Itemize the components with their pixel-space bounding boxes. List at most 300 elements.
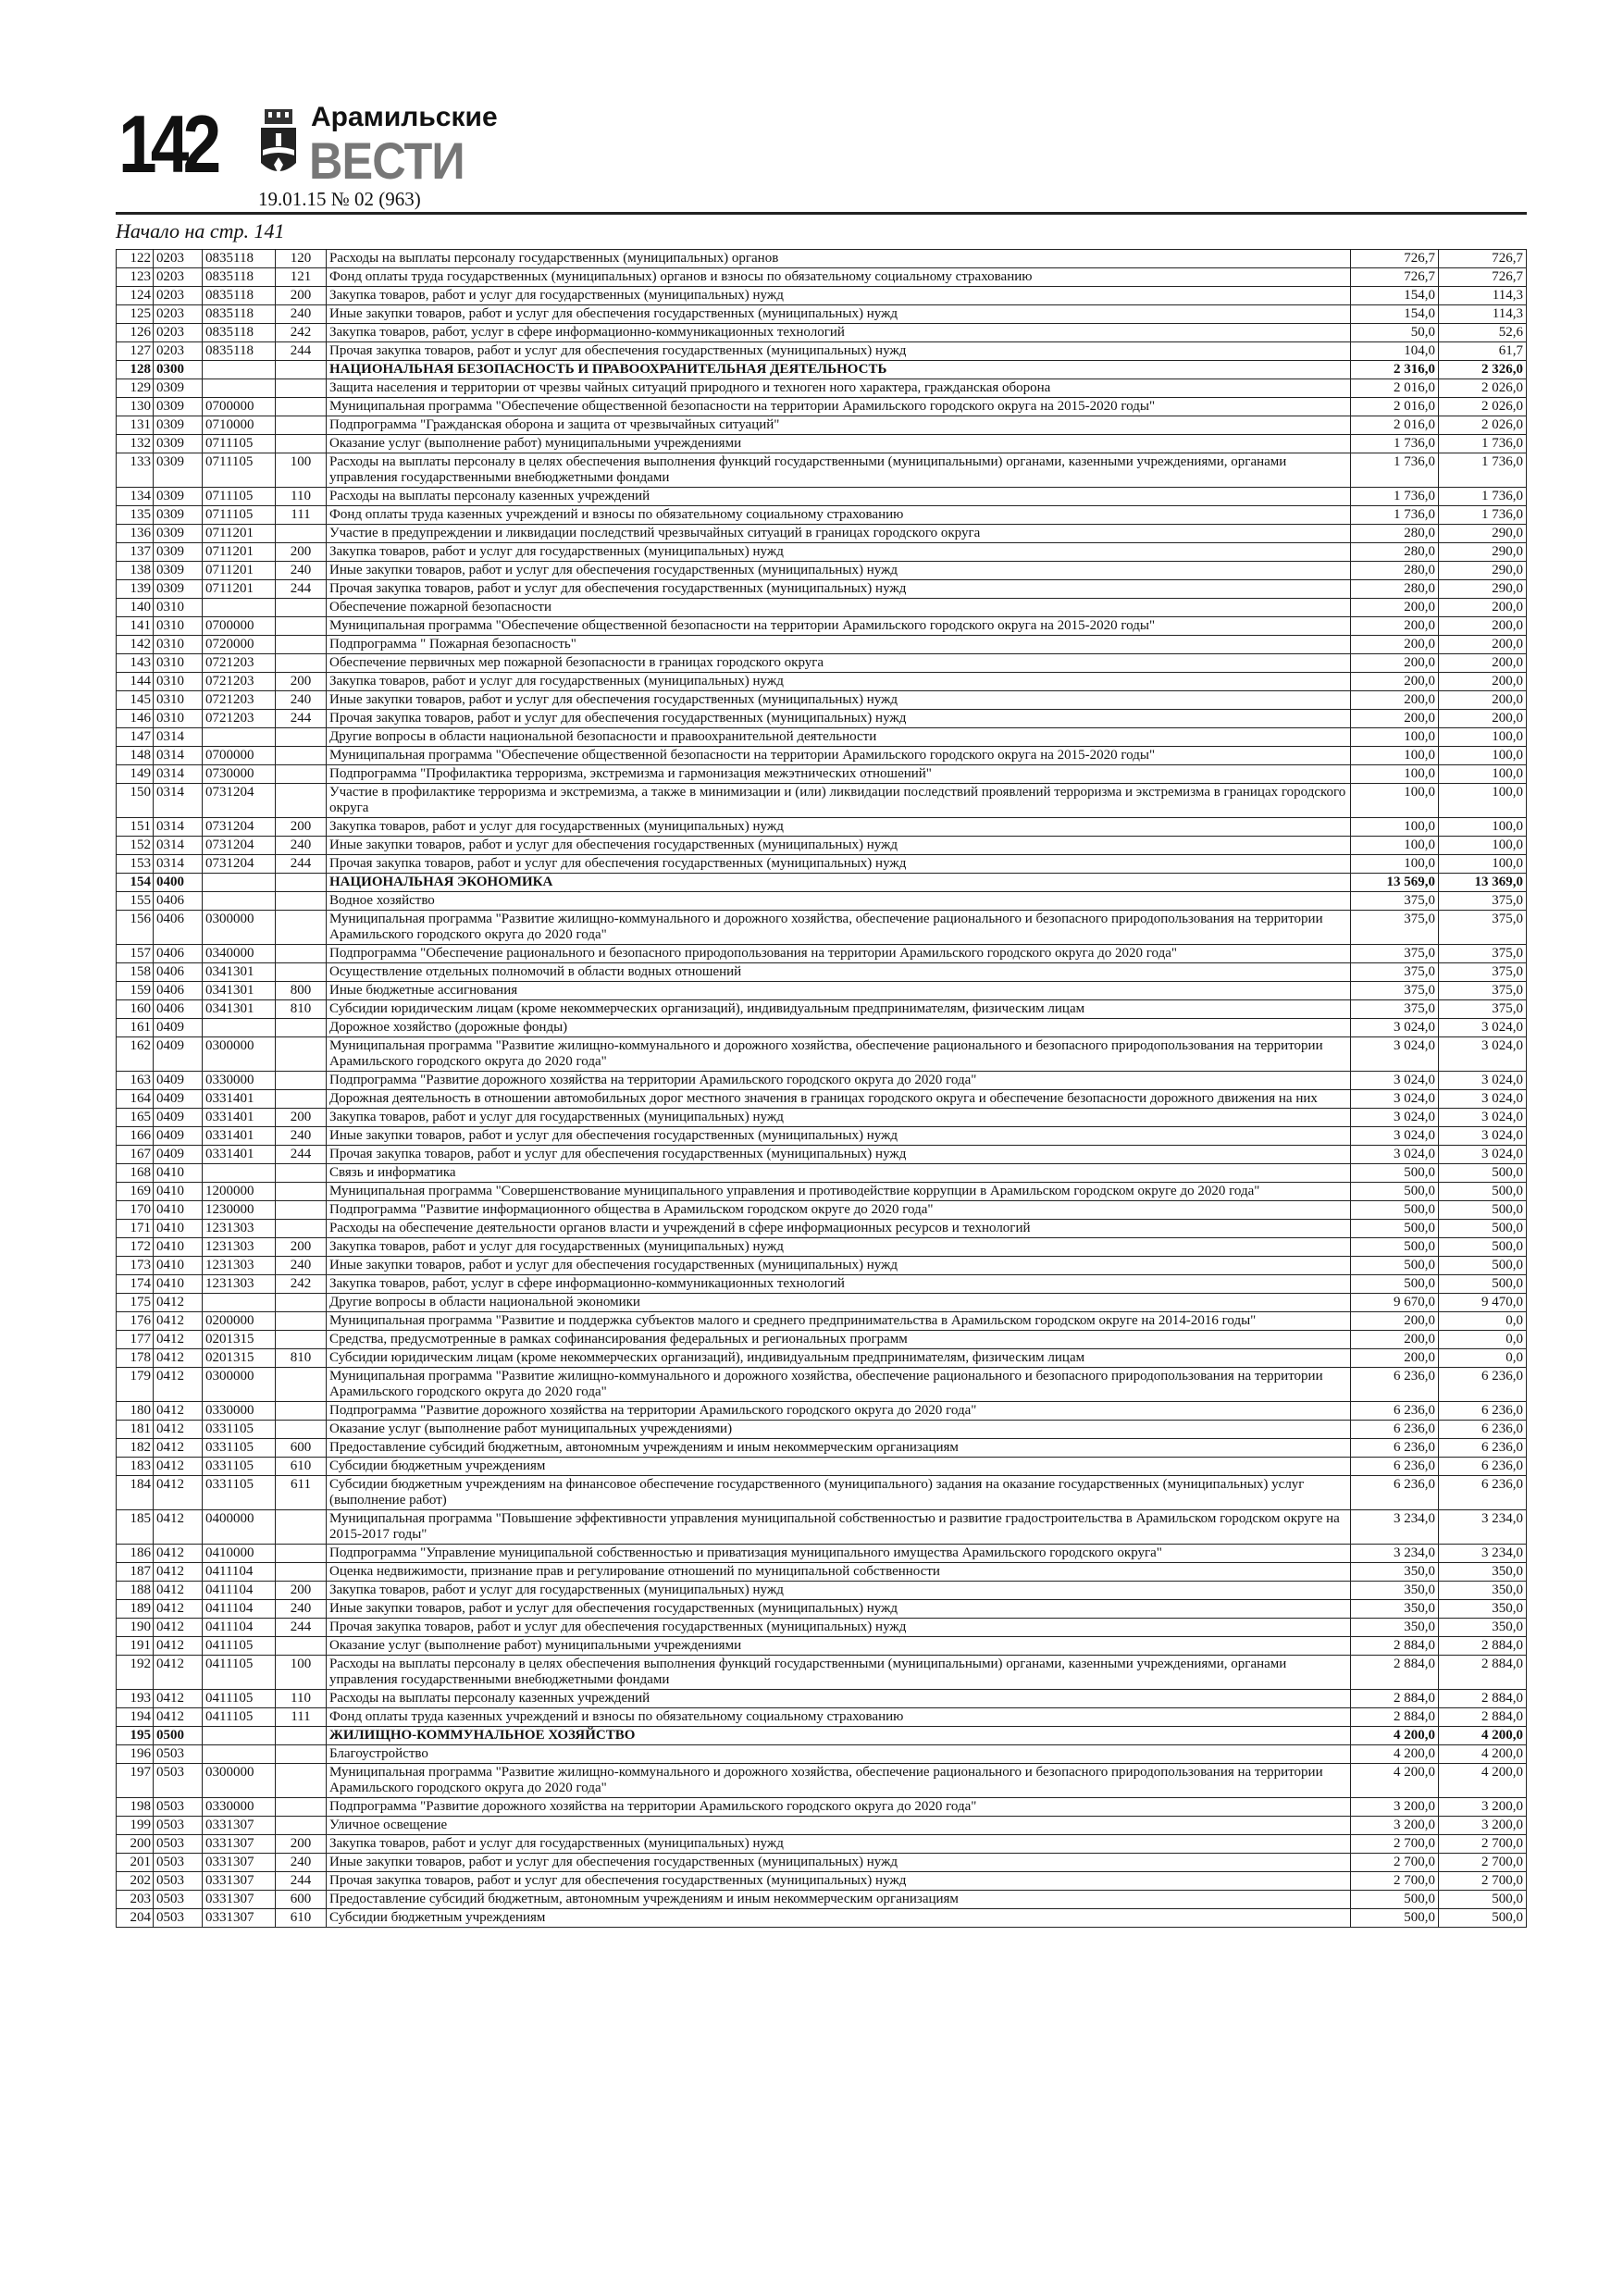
amount-2016: 2 700,0 <box>1351 1872 1439 1891</box>
row-number: 129 <box>117 379 154 398</box>
table-row <box>117 453 1527 488</box>
table-row <box>117 1909 1527 1928</box>
row-description: Защита населения и территории от чрезвы чайных ситуаций природного и техноген ного характера, гражданская оборона <box>327 379 1351 398</box>
expense-type-code: 121 <box>276 268 327 287</box>
section-code: 0300 <box>154 361 203 379</box>
expense-type-code <box>276 636 327 654</box>
amount-2016: 200,0 <box>1351 673 1439 691</box>
row-number: 122 <box>117 250 154 268</box>
row-description: Закупка товаров, работ и услуг для государственных (муниципальных) нужд <box>327 673 1351 691</box>
expense-type-code <box>276 1817 327 1835</box>
amount-2017: 3 024,0 <box>1439 1109 1527 1127</box>
target-article-code: 0411104 <box>203 1600 276 1619</box>
target-article-code: 1231303 <box>203 1238 276 1257</box>
target-article-code: 0835118 <box>203 305 276 324</box>
table-row <box>117 855 1527 874</box>
target-article-code: 0330000 <box>203 1072 276 1090</box>
row-description: Иные бюджетные ассигнования <box>327 982 1351 1000</box>
table-row <box>117 1127 1527 1146</box>
table-row <box>117 818 1527 837</box>
amount-2017: 200,0 <box>1439 636 1527 654</box>
row-number: 130 <box>117 398 154 416</box>
expense-type-code: 200 <box>276 818 327 837</box>
amount-2016: 280,0 <box>1351 525 1439 543</box>
table-row <box>117 324 1527 342</box>
row-number: 201 <box>117 1854 154 1872</box>
section-code: 0203 <box>154 268 203 287</box>
amount-2016: 154,0 <box>1351 287 1439 305</box>
expense-type-code <box>276 945 327 963</box>
amount-2016: 2 016,0 <box>1351 379 1439 398</box>
amount-2017: 500,0 <box>1439 1183 1527 1201</box>
amount-2016: 6 236,0 <box>1351 1402 1439 1421</box>
target-article-code: 0835118 <box>203 342 276 361</box>
section-code: 0412 <box>154 1510 203 1545</box>
amount-2017: 3 024,0 <box>1439 1090 1527 1109</box>
amount-2017: 6 236,0 <box>1439 1368 1527 1402</box>
expense-type-code: 200 <box>276 287 327 305</box>
amount-2017: 2 026,0 <box>1439 416 1527 435</box>
expense-type-code <box>276 911 327 945</box>
table-row <box>117 1656 1527 1690</box>
expense-type-code <box>276 1563 327 1582</box>
expense-type-code <box>276 1294 327 1312</box>
amount-2017: 4 200,0 <box>1439 1727 1527 1745</box>
table-row <box>117 250 1527 268</box>
row-number: 167 <box>117 1146 154 1164</box>
table-row <box>117 1510 1527 1545</box>
amount-2017: 3 234,0 <box>1439 1510 1527 1545</box>
section-code: 0309 <box>154 488 203 506</box>
table-row <box>117 1257 1527 1275</box>
amount-2016: 200,0 <box>1351 1331 1439 1349</box>
row-number: 151 <box>117 818 154 837</box>
amount-2016: 100,0 <box>1351 818 1439 837</box>
expense-type-code <box>276 765 327 784</box>
amount-2016: 6 236,0 <box>1351 1476 1439 1510</box>
section-code: 0310 <box>154 691 203 710</box>
expense-type-code <box>276 963 327 982</box>
section-code: 0203 <box>154 324 203 342</box>
row-description: Закупка товаров, работ и услуг для государственных (муниципальных) нужд <box>327 1835 1351 1854</box>
target-article-code <box>203 874 276 892</box>
amount-2016: 3 024,0 <box>1351 1109 1439 1127</box>
amount-2017: 100,0 <box>1439 747 1527 765</box>
amount-2017: 200,0 <box>1439 654 1527 673</box>
amount-2016: 2 884,0 <box>1351 1637 1439 1656</box>
section-code: 0314 <box>154 728 203 747</box>
table-row <box>117 268 1527 287</box>
amount-2017: 100,0 <box>1439 765 1527 784</box>
section-code: 0412 <box>154 1331 203 1349</box>
expense-type-code <box>276 747 327 765</box>
row-description: Иные закупки товаров, работ и услуг для обеспечения государственных (муниципальных) нужд <box>327 837 1351 855</box>
section-code: 0314 <box>154 765 203 784</box>
expense-type-code <box>276 525 327 543</box>
expense-type-code <box>276 1331 327 1349</box>
target-article-code: 0411105 <box>203 1708 276 1727</box>
section-code: 0309 <box>154 398 203 416</box>
amount-2017: 100,0 <box>1439 837 1527 855</box>
amount-2016: 154,0 <box>1351 305 1439 324</box>
amount-2016: 3 024,0 <box>1351 1090 1439 1109</box>
target-article-code: 0711105 <box>203 488 276 506</box>
section-code: 0314 <box>154 818 203 837</box>
expense-type-code: 100 <box>276 453 327 488</box>
amount-2016: 100,0 <box>1351 747 1439 765</box>
section-code: 0310 <box>154 617 203 636</box>
section-code: 0412 <box>154 1619 203 1637</box>
row-description: Предоставление субсидий бюджетным, автономным учреждениям и иным некоммерческим организациям <box>327 1891 1351 1909</box>
target-article-code: 0711105 <box>203 435 276 453</box>
table-row <box>117 305 1527 324</box>
target-article-code: 0400000 <box>203 1510 276 1545</box>
expense-type-code <box>276 1312 327 1331</box>
amount-2016: 280,0 <box>1351 543 1439 562</box>
section-code: 0310 <box>154 710 203 728</box>
expense-type-code: 610 <box>276 1909 327 1928</box>
amount-2017: 290,0 <box>1439 580 1527 599</box>
amount-2017: 500,0 <box>1439 1909 1527 1928</box>
amount-2017: 1 736,0 <box>1439 435 1527 453</box>
table-row <box>117 1563 1527 1582</box>
row-number: 169 <box>117 1183 154 1201</box>
expense-type-code <box>276 1072 327 1090</box>
expense-type-code <box>276 1201 327 1220</box>
table-row <box>117 1312 1527 1331</box>
section-code: 0406 <box>154 892 203 911</box>
row-number: 199 <box>117 1817 154 1835</box>
table-row <box>117 1891 1527 1909</box>
row-number: 156 <box>117 911 154 945</box>
row-description: Подпрограмма "Профилактика терроризма, экстремизма и гармонизация межэтнических отношений" <box>327 765 1351 784</box>
row-number: 171 <box>117 1220 154 1238</box>
target-article-code <box>203 1294 276 1312</box>
amount-2017: 500,0 <box>1439 1891 1527 1909</box>
budget-table <box>116 249 1527 1928</box>
amount-2016: 3 024,0 <box>1351 1146 1439 1164</box>
row-description: Расходы на выплаты персоналу в целях обеспечения выполнения функций государственными (муниципальными) органами, казенными учреждениями, органами управления государственными внебюджетными фондами <box>327 453 1351 488</box>
target-article-code: 0201315 <box>203 1331 276 1349</box>
target-article-code: 1231303 <box>203 1220 276 1238</box>
row-number: 163 <box>117 1072 154 1090</box>
row-description: Иные закупки товаров, работ и услуг для обеспечения государственных (муниципальных) нужд <box>327 691 1351 710</box>
amount-2016: 2 316,0 <box>1351 361 1439 379</box>
amount-2017: 200,0 <box>1439 691 1527 710</box>
row-description: Прочая закупка товаров, работ и услуг для обеспечения государственных (муниципальных) нужд <box>327 1872 1351 1891</box>
row-description: Иные закупки товаров, работ и услуг для обеспечения государственных (муниципальных) нужд <box>327 1257 1351 1275</box>
row-description: Подпрограмма "Гражданская оборона и защита от чрезвычайных ситуаций" <box>327 416 1351 435</box>
expense-type-code <box>276 1421 327 1439</box>
target-article-code: 0731204 <box>203 855 276 874</box>
row-number: 125 <box>117 305 154 324</box>
section-code: 0203 <box>154 250 203 268</box>
row-number: 204 <box>117 1909 154 1928</box>
amount-2016: 100,0 <box>1351 837 1439 855</box>
table-row <box>117 1817 1527 1835</box>
target-article-code: 0731204 <box>203 818 276 837</box>
table-row <box>117 379 1527 398</box>
row-number: 187 <box>117 1563 154 1582</box>
amount-2017: 4 200,0 <box>1439 1764 1527 1798</box>
section-code: 0409 <box>154 1127 203 1146</box>
amount-2017: 2 700,0 <box>1439 1854 1527 1872</box>
amount-2016: 6 236,0 <box>1351 1421 1439 1439</box>
amount-2016: 375,0 <box>1351 982 1439 1000</box>
amount-2017: 0,0 <box>1439 1349 1527 1368</box>
amount-2016: 100,0 <box>1351 855 1439 874</box>
row-description: Иные закупки товаров, работ и услуг для обеспечения государственных (муниципальных) нужд <box>327 1854 1351 1872</box>
table-row <box>117 945 1527 963</box>
row-description: Фонд оплаты труда государственных (муниципальных) органов и взносы по обязательному социальному страхованию <box>327 268 1351 287</box>
amount-2016: 375,0 <box>1351 945 1439 963</box>
section-code: 0406 <box>154 911 203 945</box>
target-article-code: 0331401 <box>203 1109 276 1127</box>
row-number: 170 <box>117 1201 154 1220</box>
expense-type-code <box>276 1510 327 1545</box>
expense-type-code: 240 <box>276 1854 327 1872</box>
row-number: 142 <box>117 636 154 654</box>
expense-type-code: 200 <box>276 1582 327 1600</box>
expense-type-code: 244 <box>276 710 327 728</box>
row-description: Прочая закупка товаров, работ и услуг для обеспечения государственных (муниципальных) нужд <box>327 710 1351 728</box>
row-description: Другие вопросы в области национальной безопасности и правоохранительной деятельности <box>327 728 1351 747</box>
expense-type-code: 600 <box>276 1439 327 1458</box>
section-code: 0309 <box>154 525 203 543</box>
section-code: 0309 <box>154 506 203 525</box>
page-number: 142 <box>118 98 216 190</box>
amount-2016: 200,0 <box>1351 1349 1439 1368</box>
row-description: Закупка товаров, работ и услуг для государственных (муниципальных) нужд <box>327 1109 1351 1127</box>
table-row <box>117 982 1527 1000</box>
target-article-code: 0411105 <box>203 1690 276 1708</box>
amount-2017: 500,0 <box>1439 1275 1527 1294</box>
expense-type-code <box>276 1637 327 1656</box>
amount-2017: 290,0 <box>1439 525 1527 543</box>
brand-name-main: ВЕСТИ <box>309 131 465 190</box>
row-number: 175 <box>117 1294 154 1312</box>
row-number: 155 <box>117 892 154 911</box>
expense-type-code: 611 <box>276 1476 327 1510</box>
expense-type-code <box>276 1402 327 1421</box>
row-number: 135 <box>117 506 154 525</box>
section-code: 0412 <box>154 1349 203 1368</box>
expense-type-code: 244 <box>276 1872 327 1891</box>
table-row <box>117 710 1527 728</box>
section-code: 0410 <box>154 1238 203 1257</box>
section-code: 0314 <box>154 784 203 818</box>
row-number: 177 <box>117 1331 154 1349</box>
amount-2017: 52,6 <box>1439 324 1527 342</box>
row-number: 160 <box>117 1000 154 1019</box>
row-description: Муниципальная программа "Обеспечение общественной безопасности на территории Арамильского городского округа на 2015-2020 годы" <box>327 747 1351 765</box>
table-row <box>117 1798 1527 1817</box>
expense-type-code <box>276 874 327 892</box>
amount-2017: 6 236,0 <box>1439 1439 1527 1458</box>
amount-2017: 100,0 <box>1439 855 1527 874</box>
amount-2017: 3 024,0 <box>1439 1019 1527 1037</box>
section-code: 0203 <box>154 342 203 361</box>
target-article-code: 0711105 <box>203 453 276 488</box>
row-number: 141 <box>117 617 154 636</box>
expense-type-code: 240 <box>276 1127 327 1146</box>
target-article-code: 0341301 <box>203 1000 276 1019</box>
amount-2016: 2 700,0 <box>1351 1835 1439 1854</box>
row-description: Подпрограмма "Развитие информационного общества в Арамильском городском округе до 2020 года" <box>327 1201 1351 1220</box>
target-article-code: 0711201 <box>203 562 276 580</box>
section-code: 0503 <box>154 1835 203 1854</box>
section-code: 0310 <box>154 636 203 654</box>
row-description: Иные закупки товаров, работ и услуг для обеспечения государственных (муниципальных) нужд <box>327 305 1351 324</box>
table-row <box>117 1294 1527 1312</box>
target-article-code: 1231303 <box>203 1275 276 1294</box>
table-row <box>117 1220 1527 1238</box>
row-number: 152 <box>117 837 154 855</box>
section-code: 0409 <box>154 1109 203 1127</box>
row-description: Закупка товаров, работ, услуг в сфере информационно-коммуникационных технологий <box>327 324 1351 342</box>
table-row <box>117 1072 1527 1090</box>
target-article-code: 0340000 <box>203 945 276 963</box>
target-article-code: 0720000 <box>203 636 276 654</box>
amount-2016: 200,0 <box>1351 691 1439 710</box>
row-number: 166 <box>117 1127 154 1146</box>
amount-2017: 350,0 <box>1439 1600 1527 1619</box>
row-number: 193 <box>117 1690 154 1708</box>
expense-type-code <box>276 1545 327 1563</box>
row-number: 132 <box>117 435 154 453</box>
amount-2016: 3 234,0 <box>1351 1510 1439 1545</box>
amount-2016: 2 884,0 <box>1351 1656 1439 1690</box>
target-article-code <box>203 728 276 747</box>
target-article-code <box>203 1019 276 1037</box>
table-row <box>117 1872 1527 1891</box>
amount-2017: 2 884,0 <box>1439 1637 1527 1656</box>
section-code: 0310 <box>154 654 203 673</box>
amount-2016: 375,0 <box>1351 963 1439 982</box>
target-article-code: 0711201 <box>203 525 276 543</box>
section-code: 0503 <box>154 1745 203 1764</box>
amount-2017: 200,0 <box>1439 673 1527 691</box>
section-code: 0409 <box>154 1037 203 1072</box>
expense-type-code <box>276 1090 327 1109</box>
amount-2016: 2 700,0 <box>1351 1854 1439 1872</box>
row-description: Прочая закупка товаров, работ и услуг для обеспечения государственных (муниципальных) нужд <box>327 855 1351 874</box>
row-number: 126 <box>117 324 154 342</box>
table-row <box>117 1183 1527 1201</box>
target-article-code: 0331105 <box>203 1476 276 1510</box>
expense-type-code: 810 <box>276 1000 327 1019</box>
amount-2016: 6 236,0 <box>1351 1439 1439 1458</box>
row-description: Расходы на выплаты персоналу государственных (муниципальных) органов <box>327 250 1351 268</box>
target-article-code: 0835118 <box>203 268 276 287</box>
row-description: Закупка товаров, работ и услуг для государственных (муниципальных) нужд <box>327 818 1351 837</box>
table-row <box>117 784 1527 818</box>
expense-type-code <box>276 654 327 673</box>
expense-type-code <box>276 1220 327 1238</box>
expense-type-code: 240 <box>276 1257 327 1275</box>
row-description: Оказание услуг (выполнение работ) муниципальными учреждениями <box>327 1637 1351 1656</box>
table-row <box>117 543 1527 562</box>
row-description: Обеспечение пожарной безопасности <box>327 599 1351 617</box>
row-description: Подпрограмма "Управление муниципальной собственностью и приватизация муниципального имущества Арамильского городского округа" <box>327 1545 1351 1563</box>
amount-2017: 6 236,0 <box>1439 1421 1527 1439</box>
table-row <box>117 1037 1527 1072</box>
section-code: 0412 <box>154 1312 203 1331</box>
row-number: 185 <box>117 1510 154 1545</box>
expense-type-code: 244 <box>276 342 327 361</box>
section-code: 0309 <box>154 435 203 453</box>
section-code: 0309 <box>154 562 203 580</box>
table-row <box>117 1331 1527 1349</box>
section-code: 0503 <box>154 1764 203 1798</box>
table-row <box>117 1238 1527 1257</box>
amount-2017: 375,0 <box>1439 945 1527 963</box>
amount-2017: 2 026,0 <box>1439 379 1527 398</box>
row-number: 158 <box>117 963 154 982</box>
amount-2016: 2 884,0 <box>1351 1690 1439 1708</box>
row-number: 192 <box>117 1656 154 1690</box>
amount-2017: 3 200,0 <box>1439 1798 1527 1817</box>
section-code: 0400 <box>154 874 203 892</box>
target-article-code: 0331401 <box>203 1146 276 1164</box>
expense-type-code: 244 <box>276 580 327 599</box>
row-description: Субсидии юридическим лицам (кроме некоммерческих организаций), индивидуальным предпринимателям, физическим лицам <box>327 1000 1351 1019</box>
target-article-code <box>203 1727 276 1745</box>
section-code: 0412 <box>154 1708 203 1727</box>
section-code: 0314 <box>154 747 203 765</box>
section-code: 0314 <box>154 855 203 874</box>
table-row <box>117 1090 1527 1109</box>
row-description: Участие в профилактике терроризма и экстремизма, а также в минимизации и (или) ликвидации последствий проявлений терроризма и экстремизма в границах городского округа <box>327 784 1351 818</box>
target-article-code: 0721203 <box>203 691 276 710</box>
amount-2016: 9 670,0 <box>1351 1294 1439 1312</box>
row-number: 148 <box>117 747 154 765</box>
row-number: 149 <box>117 765 154 784</box>
expense-type-code: 200 <box>276 543 327 562</box>
section-code: 0500 <box>154 1727 203 1745</box>
section-code: 0203 <box>154 305 203 324</box>
target-article-code: 0411104 <box>203 1563 276 1582</box>
row-description: Субсидии бюджетным учреждениям <box>327 1909 1351 1928</box>
amount-2017: 3 024,0 <box>1439 1072 1527 1090</box>
table-row <box>117 562 1527 580</box>
row-number: 190 <box>117 1619 154 1637</box>
amount-2017: 200,0 <box>1439 599 1527 617</box>
row-number: 172 <box>117 1238 154 1257</box>
table-row <box>117 963 1527 982</box>
row-description: Дорожное хозяйство (дорожные фонды) <box>327 1019 1351 1037</box>
row-description: Прочая закупка товаров, работ и услуг для обеспечения государственных (муниципальных) нужд <box>327 580 1351 599</box>
row-description: Расходы на выплаты персоналу казенных учреждений <box>327 488 1351 506</box>
table-row <box>117 1458 1527 1476</box>
expense-type-code: 240 <box>276 305 327 324</box>
amount-2017: 1 736,0 <box>1439 453 1527 488</box>
table-row <box>117 892 1527 911</box>
section-code: 0406 <box>154 1000 203 1019</box>
row-description: Муниципальная программа "Совершенствование муниципального управления и противодействие коррупции в Арамильском городском округе до 2020 года" <box>327 1183 1351 1201</box>
row-number: 124 <box>117 287 154 305</box>
expense-type-code <box>276 398 327 416</box>
row-number: 145 <box>117 691 154 710</box>
row-description: Муниципальная программа "Развитие жилищно-коммунального и дорожного хозяйства, обеспечение рационального и безопасного природопользования на территории Арамильского городского округа до 2020 года" <box>327 1368 1351 1402</box>
target-article-code: 0411105 <box>203 1656 276 1690</box>
table-row <box>117 1600 1527 1619</box>
section-code: 0406 <box>154 945 203 963</box>
amount-2017: 1 736,0 <box>1439 488 1527 506</box>
amount-2016: 1 736,0 <box>1351 435 1439 453</box>
target-article-code: 1230000 <box>203 1201 276 1220</box>
expense-type-code: 200 <box>276 1238 327 1257</box>
